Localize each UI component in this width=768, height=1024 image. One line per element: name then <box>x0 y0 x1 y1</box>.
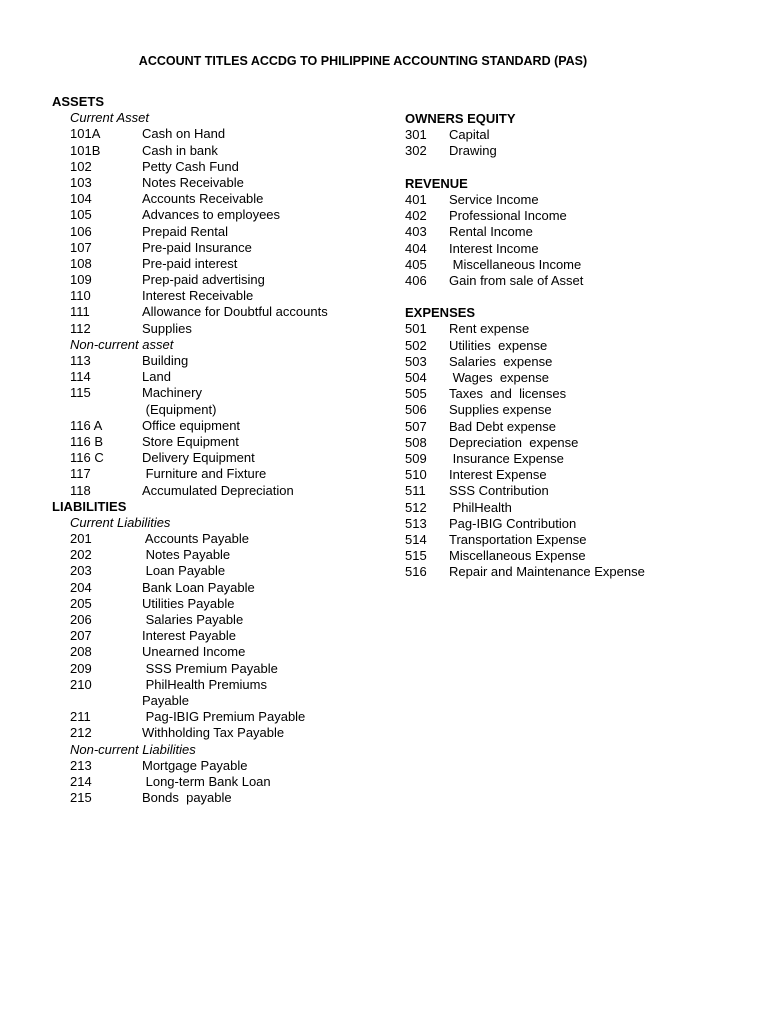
account-code: 406 <box>405 272 427 288</box>
account-code: 207 <box>70 628 92 644</box>
account-code: 105 <box>70 207 92 223</box>
account-row <box>405 532 735 548</box>
account-row <box>52 580 382 596</box>
account-row <box>52 563 382 579</box>
account-name: Furniture and Fixture <box>142 466 267 482</box>
account-name: Land <box>142 369 171 385</box>
account-row <box>405 419 735 435</box>
account-row <box>405 192 735 208</box>
equity-heading: OWNERS EQUITY <box>405 111 516 126</box>
account-code: 114 <box>70 369 91 385</box>
account-row <box>405 257 735 273</box>
account-code: 509 <box>405 450 427 466</box>
account-row <box>52 240 382 256</box>
account-code: 116 B <box>70 433 104 449</box>
account-row <box>52 369 382 385</box>
account-row <box>52 353 382 369</box>
account-row <box>405 370 735 386</box>
account-name: Utilities Payable <box>142 595 235 611</box>
account-row <box>52 709 382 725</box>
account-row <box>52 304 382 320</box>
account-code: 214 <box>70 773 92 789</box>
account-row <box>52 596 382 612</box>
account-code: 510 <box>405 467 427 483</box>
account-name: Bonds payable <box>142 790 232 806</box>
current-liabilities-list <box>52 531 382 741</box>
account-name: Interest Income <box>449 240 539 256</box>
account-row <box>52 207 382 223</box>
account-code: 212 <box>70 725 92 741</box>
account-code: 117 <box>70 466 91 482</box>
account-code: 106 <box>70 223 92 239</box>
account-code: 110 <box>70 288 91 304</box>
account-name: Accumulated Depreciation <box>142 482 294 498</box>
account-name: Miscellaneous Expense <box>449 548 586 564</box>
account-name: Gain from sale of Asset <box>449 272 584 288</box>
account-code: 113 <box>70 353 91 368</box>
account-row <box>52 661 382 677</box>
account-name: Wages expense <box>449 370 549 385</box>
noncurrent-liabilities-label: Non-current Liabilities <box>70 741 196 757</box>
account-name-continuation: (Equipment) <box>142 401 217 417</box>
account-name: SSS Contribution <box>449 483 549 499</box>
account-code: 116 A <box>70 417 103 433</box>
account-row <box>405 386 735 402</box>
account-row <box>405 321 735 337</box>
account-name: Rental Income <box>449 224 533 240</box>
account-code: 504 <box>405 370 427 385</box>
account-code: 502 <box>405 337 427 353</box>
account-name: SSS Premium Payable <box>142 660 278 676</box>
account-name: Building <box>142 353 189 368</box>
account-name: Capital <box>449 127 490 143</box>
account-code: 511 <box>405 483 426 499</box>
account-row <box>52 483 382 499</box>
account-row <box>52 466 382 482</box>
account-code: 202 <box>70 547 92 563</box>
account-name: Miscellaneous Income <box>449 256 582 272</box>
account-name: Prepaid Rental <box>142 223 228 239</box>
account-code: 215 <box>70 790 92 806</box>
account-row <box>405 338 735 354</box>
account-row <box>52 628 382 644</box>
account-code: 401 <box>405 191 427 207</box>
account-name: Delivery Equipment <box>142 450 255 466</box>
account-row <box>405 143 735 159</box>
current-asset-list <box>52 126 382 336</box>
revenue-heading: REVENUE <box>405 175 468 191</box>
account-code: 118 <box>70 482 91 498</box>
account-name: Supplies <box>142 320 192 336</box>
account-code: 514 <box>405 531 427 547</box>
account-row <box>405 467 735 483</box>
account-row <box>52 434 382 450</box>
account-name: Accounts Payable <box>142 531 249 547</box>
account-name: Advances to employees <box>142 207 281 223</box>
account-code: 505 <box>405 386 427 402</box>
account-row <box>52 677 382 693</box>
account-row <box>52 531 382 547</box>
account-name: Machinery <box>142 385 202 401</box>
account-code: 101A <box>70 126 101 142</box>
account-name: Rent expense <box>449 321 530 337</box>
account-code: 507 <box>405 418 427 434</box>
account-row <box>52 418 382 434</box>
account-row <box>52 126 382 142</box>
account-row <box>405 451 735 467</box>
account-code: 210 <box>70 676 92 692</box>
account-row <box>405 483 735 499</box>
account-code: 403 <box>405 224 427 240</box>
account-code: 115 <box>70 385 91 401</box>
account-row <box>405 500 735 516</box>
account-row <box>52 774 382 790</box>
account-name: Utilities expense <box>449 337 548 353</box>
account-code: 102 <box>70 158 92 174</box>
account-row <box>52 143 382 159</box>
account-code: 501 <box>405 321 427 337</box>
account-name: Supplies expense <box>449 402 552 418</box>
account-code: 204 <box>70 579 92 595</box>
account-name: Office equipment <box>142 417 241 433</box>
account-name: PhilHealth Premiums <box>142 676 267 692</box>
account-name: Petty Cash Fund <box>142 158 239 174</box>
account-name: Long-term Bank Loan <box>142 773 271 789</box>
account-code: 301 <box>405 127 427 143</box>
account-name: Pre-paid interest <box>142 255 238 271</box>
account-row <box>52 272 382 288</box>
account-row <box>52 288 382 304</box>
current-asset-label: Current Asset <box>70 110 149 126</box>
account-code: 209 <box>70 660 92 676</box>
account-code: 201 <box>70 531 92 547</box>
account-name-continuation: Payable <box>142 692 189 708</box>
account-name: Withholding Tax Payable <box>142 725 285 741</box>
account-name: Salaries Payable <box>142 612 244 627</box>
account-row <box>405 208 735 224</box>
account-code: 208 <box>70 644 92 660</box>
account-name: Loan Payable <box>142 563 226 579</box>
account-row <box>52 191 382 207</box>
account-row <box>52 159 382 175</box>
account-row <box>52 790 382 806</box>
noncurrent-liabilities-list <box>52 758 382 807</box>
account-code: 402 <box>405 208 427 224</box>
account-name: Service Income <box>449 191 539 207</box>
account-name: Repair and Maintenance Expense <box>449 564 645 580</box>
account-code: 211 <box>70 709 91 725</box>
account-name: Pag-IBIG Contribution <box>449 515 577 531</box>
account-code: 516 <box>405 564 427 580</box>
account-name: Bank Loan Payable <box>142 579 255 595</box>
account-row <box>405 402 735 418</box>
account-row <box>405 273 735 289</box>
account-row <box>52 547 382 563</box>
account-row <box>405 435 735 451</box>
account-name: Cash in bank <box>142 142 218 158</box>
revenue-list <box>405 192 735 289</box>
account-code: 116 C <box>70 450 104 466</box>
account-row <box>52 175 382 191</box>
account-code: 404 <box>405 240 427 256</box>
account-row <box>405 564 735 580</box>
account-name: Bad Debt expense <box>449 418 556 434</box>
account-row <box>52 385 382 401</box>
equity-list <box>405 127 735 159</box>
noncurrent-asset-label: Non-current asset <box>70 336 174 352</box>
account-name: Interest Receivable <box>142 288 254 304</box>
account-name: Pag-IBIG Premium Payable <box>142 709 306 725</box>
account-name: Interest Payable <box>142 628 236 644</box>
page-title: ACCOUNT TITLES ACCDG TO PHILIPPINE ACCOUNTING STANDARD (PAS) <box>138 54 588 68</box>
account-row <box>52 612 382 628</box>
account-code: 103 <box>70 174 92 190</box>
noncurrent-asset-list <box>52 353 382 499</box>
account-name: Mortgage Payable <box>142 757 248 773</box>
account-code: 112 <box>70 320 91 336</box>
account-name: Cash on Hand <box>142 126 226 142</box>
account-code: 111 <box>70 304 90 320</box>
account-code: 205 <box>70 595 92 611</box>
account-row <box>52 321 382 337</box>
account-code: 503 <box>405 353 427 369</box>
account-name: Notes Payable <box>142 547 231 563</box>
liabilities-heading: LIABILITIES <box>52 498 127 514</box>
account-row <box>405 224 735 240</box>
account-code: 515 <box>405 548 427 564</box>
account-code: 104 <box>70 191 92 207</box>
account-name: Store Equipment <box>142 433 239 449</box>
account-row <box>52 256 382 272</box>
account-code: 213 <box>70 757 92 773</box>
account-row <box>52 758 382 774</box>
account-code: 107 <box>70 239 92 255</box>
account-code: 508 <box>405 434 427 450</box>
account-name: Insurance Expense <box>449 450 564 466</box>
account-name: Accounts Receivable <box>142 191 264 207</box>
account-row <box>52 224 382 240</box>
right-column <box>405 111 735 580</box>
left-column <box>52 94 382 806</box>
account-code: 513 <box>405 515 427 531</box>
account-code: 302 <box>405 143 427 159</box>
account-name: Pre-paid Insurance <box>142 239 252 255</box>
account-name: Prep-paid advertising <box>142 272 265 288</box>
account-code: 108 <box>70 255 92 271</box>
account-code: 405 <box>405 256 427 272</box>
account-row <box>405 516 735 532</box>
account-name: Transportation Expense <box>449 531 587 547</box>
assets-heading: ASSETS <box>52 94 105 109</box>
account-row <box>405 354 735 370</box>
account-name: Allowance for Doubtful accounts <box>142 304 328 320</box>
account-code: 206 <box>70 612 92 627</box>
account-code: 101B <box>70 142 101 158</box>
account-row <box>405 241 735 257</box>
account-name: Depreciation expense <box>449 434 579 450</box>
account-name: Salaries expense <box>449 353 553 369</box>
account-name: Interest Expense <box>449 467 547 483</box>
account-name: Drawing <box>449 143 497 159</box>
account-name: PhilHealth <box>449 499 512 515</box>
expenses-list <box>405 321 735 580</box>
account-code: 506 <box>405 402 427 418</box>
account-name: Notes Receivable <box>142 174 244 190</box>
account-name: Taxes and licenses <box>449 386 567 402</box>
account-code: 203 <box>70 563 92 579</box>
account-code: 109 <box>70 272 92 288</box>
account-row <box>52 644 382 660</box>
account-code: 512 <box>405 499 427 515</box>
account-name: Unearned Income <box>142 644 246 660</box>
account-row <box>405 127 735 143</box>
account-row <box>405 548 735 564</box>
current-liabilities-label: Current Liabilities <box>70 514 171 530</box>
account-row <box>52 450 382 466</box>
expenses-heading: EXPENSES <box>405 305 476 321</box>
account-name: Professional Income <box>449 208 567 224</box>
account-row <box>52 725 382 741</box>
